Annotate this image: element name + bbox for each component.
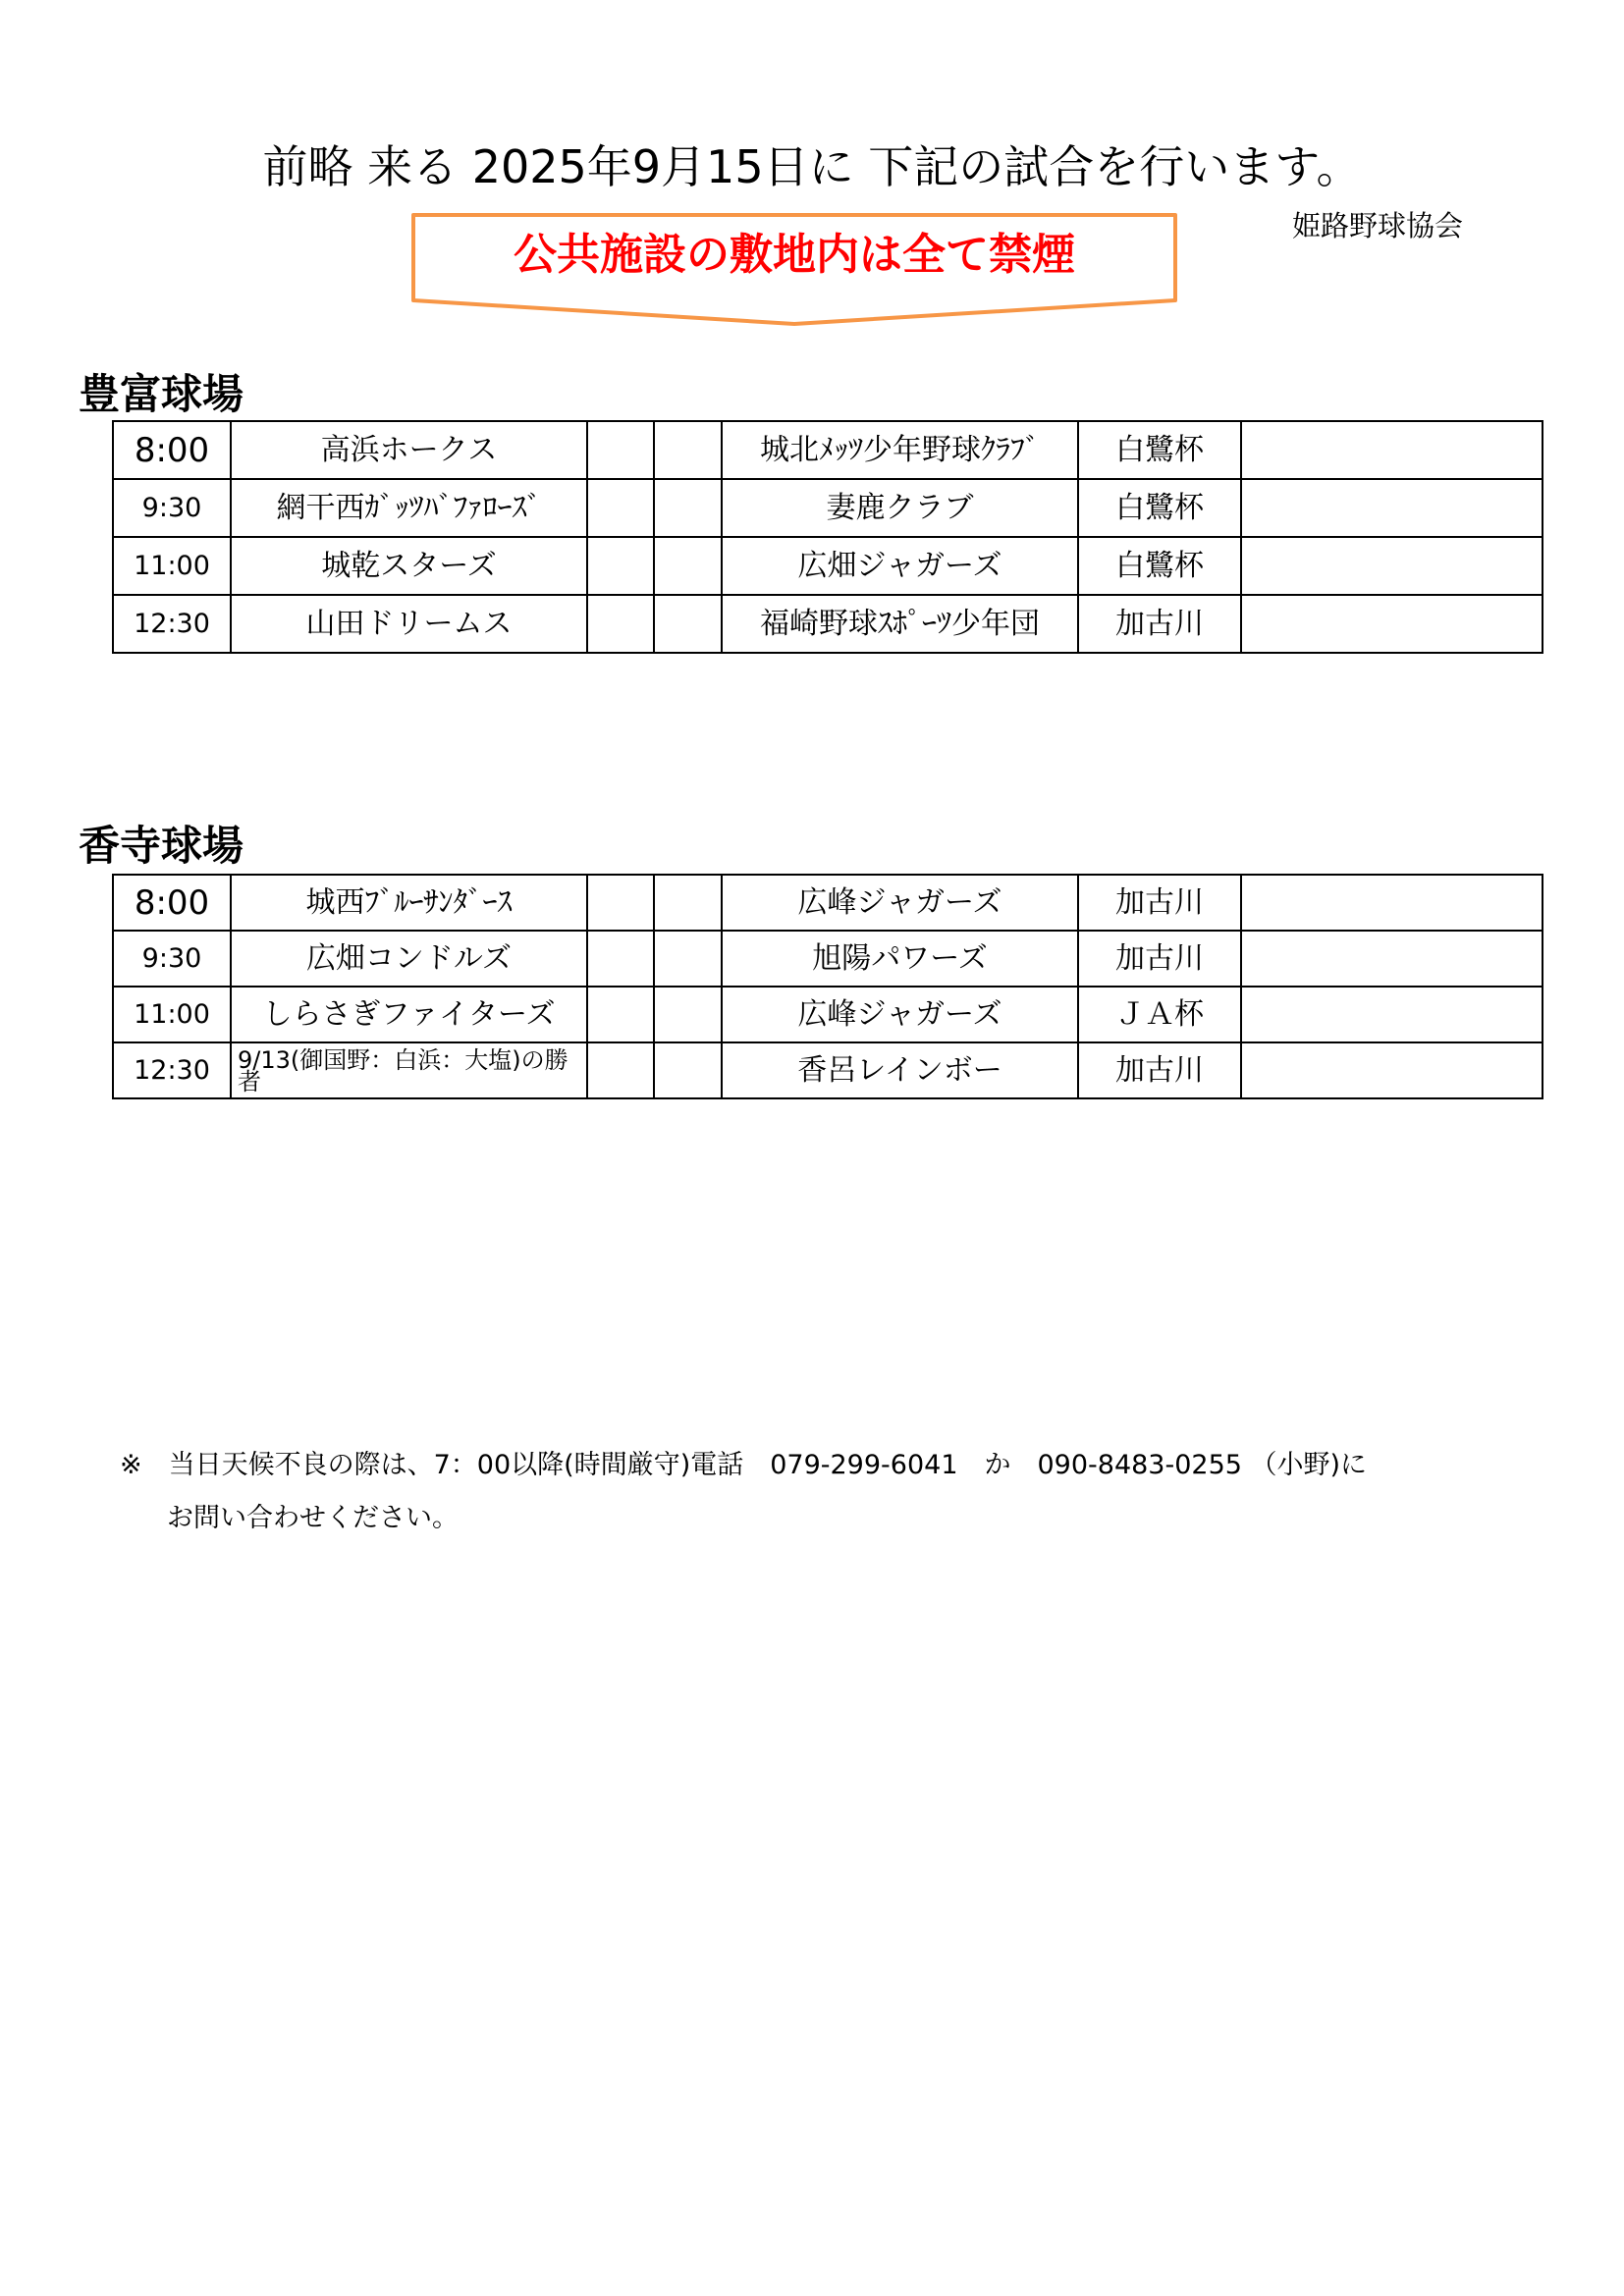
- home-team-cell: 城西ﾌﾞﾙｰｻﾝﾀﾞｰｽ: [231, 875, 587, 931]
- time-cell: 12:30: [113, 595, 231, 653]
- tournament-cell: 白鷺杯: [1078, 479, 1241, 537]
- tournament-cell: ＪＡ杯: [1078, 987, 1241, 1042]
- away-team-cell: 香呂レインボー: [722, 1042, 1078, 1098]
- score-cell: [587, 931, 654, 987]
- table-row: [113, 931, 1543, 987]
- score-cell: [587, 875, 654, 931]
- home-team-cell: 9/13(御国野：白浜：大塩)の勝者: [231, 1042, 587, 1098]
- score-cell: [587, 421, 654, 479]
- page-headline: 前略 来る 2025年9月15日に 下記の試合を行います。: [262, 140, 1362, 193]
- schedule-table-toyotomi: [112, 420, 1543, 654]
- time-cell: 9:30: [113, 479, 231, 537]
- away-team-cell: 福崎野球ｽﾎﾟｰﾂ少年団: [722, 595, 1078, 653]
- time-cell: 8:00: [113, 421, 231, 479]
- score-cell: [654, 479, 722, 537]
- time-cell: 9:30: [113, 931, 231, 987]
- home-team-cell: 高浜ホークス: [231, 421, 587, 479]
- no-smoking-banner: [410, 212, 1178, 328]
- home-team-cell: 山田ドリームス: [231, 595, 587, 653]
- note-cell: [1241, 421, 1543, 479]
- score-cell: [587, 479, 654, 537]
- note-cell: [1241, 875, 1543, 931]
- away-team-cell: 広峰ジャガーズ: [722, 875, 1078, 931]
- table-row: [113, 595, 1543, 653]
- venue-title-koudera: 香寺球場: [79, 822, 244, 870]
- away-team-cell: 広峰ジャガーズ: [722, 987, 1078, 1042]
- weather-notice-line-1: ※ 当日天候不良の際は、7：00以降(時間厳守)電話 079-299-6041 か 090-8483-0255 （小野)に: [120, 1450, 1368, 1480]
- home-team-cell: 網干西ｶﾞｯﾂﾊﾞﾌｧﾛｰｽﾞ: [231, 479, 587, 537]
- time-cell: 11:00: [113, 537, 231, 595]
- score-cell: [587, 987, 654, 1042]
- away-team-cell: 旭陽パワーズ: [722, 931, 1078, 987]
- away-team-cell: 城北ﾒｯﾂ少年野球ｸﾗﾌﾞ: [722, 421, 1078, 479]
- venue-title-toyotomi: 豊富球場: [79, 370, 244, 418]
- away-team-cell: 妻鹿クラブ: [722, 479, 1078, 537]
- weather-notice-line-2: お問い合わせください。: [167, 1503, 459, 1533]
- table-row: [113, 1042, 1543, 1098]
- table-row: [113, 875, 1543, 931]
- organization-name: 姫路野球協会: [1292, 209, 1464, 242]
- note-cell: [1241, 479, 1543, 537]
- time-cell: 11:00: [113, 987, 231, 1042]
- table-row: [113, 987, 1543, 1042]
- note-cell: [1241, 595, 1543, 653]
- score-cell: [654, 1042, 722, 1098]
- tournament-cell: 加古川: [1078, 875, 1241, 931]
- table-row: [113, 421, 1543, 479]
- note-cell: [1241, 931, 1543, 987]
- note-cell: [1241, 1042, 1543, 1098]
- score-cell: [654, 421, 722, 479]
- table-row: [113, 479, 1543, 537]
- table-row: [113, 537, 1543, 595]
- note-cell: [1241, 537, 1543, 595]
- away-team-cell: 広畑ジャガーズ: [722, 537, 1078, 595]
- tournament-cell: 白鷺杯: [1078, 421, 1241, 479]
- tournament-cell: 加古川: [1078, 931, 1241, 987]
- tournament-cell: 白鷺杯: [1078, 537, 1241, 595]
- banner-text: 公共施設の敷地内は全て禁煙: [514, 230, 1075, 280]
- tournament-cell: 加古川: [1078, 1042, 1241, 1098]
- tournament-cell: 加古川: [1078, 595, 1241, 653]
- score-cell: [654, 537, 722, 595]
- score-cell: [654, 875, 722, 931]
- score-cell: [654, 987, 722, 1042]
- note-cell: [1241, 987, 1543, 1042]
- time-cell: 8:00: [113, 875, 231, 931]
- home-team-cell: 広畑コンドルズ: [231, 931, 587, 987]
- score-cell: [654, 931, 722, 987]
- score-cell: [587, 537, 654, 595]
- score-cell: [654, 595, 722, 653]
- time-cell: 12:30: [113, 1042, 231, 1098]
- score-cell: [587, 595, 654, 653]
- home-team-cell: 城乾スターズ: [231, 537, 587, 595]
- schedule-table-koudera: [112, 874, 1543, 1099]
- home-team-cell: しらさぎファイターズ: [231, 987, 587, 1042]
- score-cell: [587, 1042, 654, 1098]
